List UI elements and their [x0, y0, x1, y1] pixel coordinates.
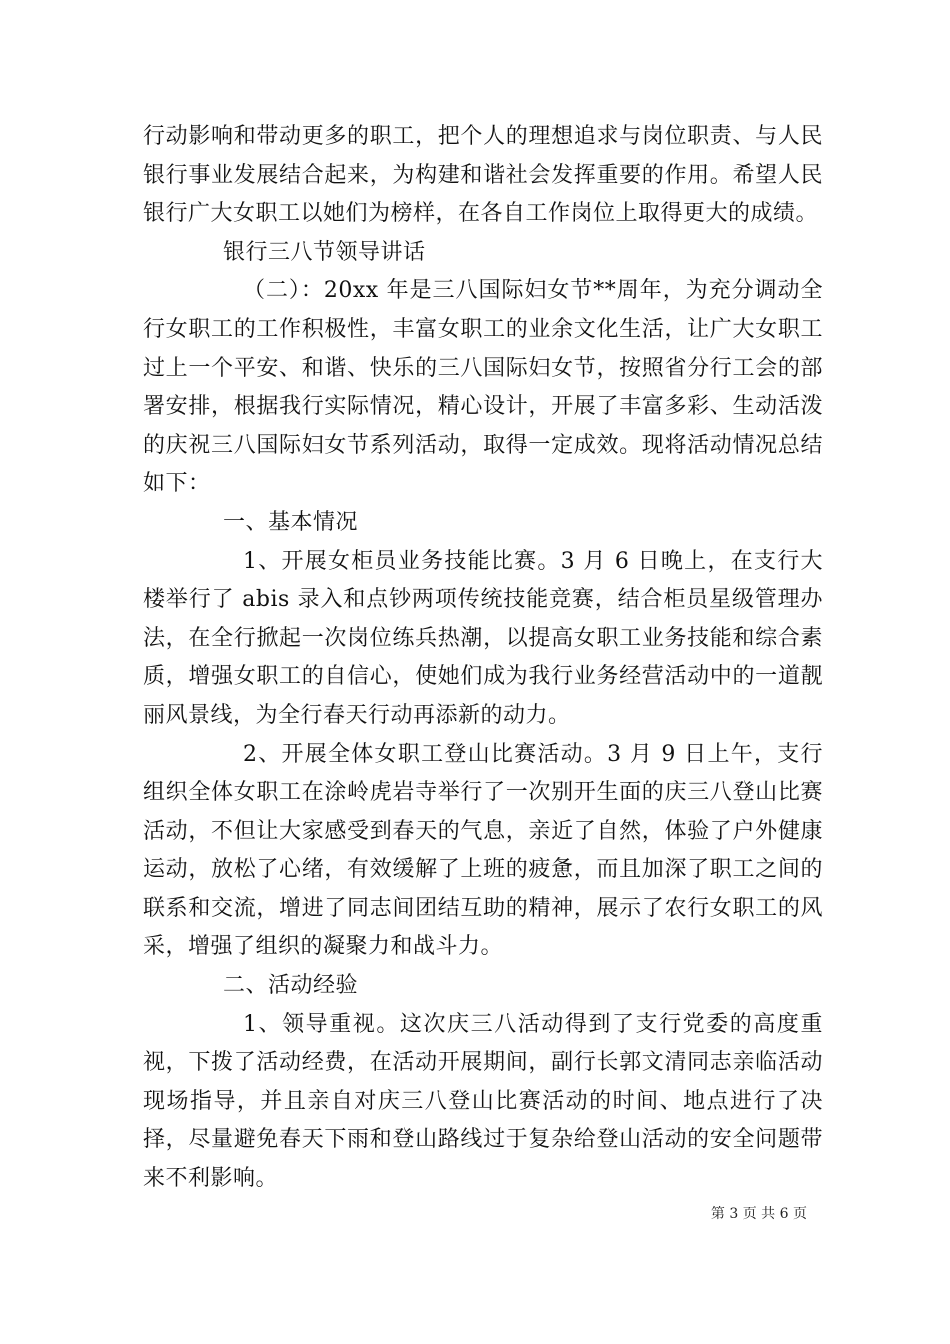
paragraph-item-1: 1、开展女柜员业务技能比赛。3 月 6 日晚上，在支行大楼举行了 abis 录入和点钞两项传统技能竞赛，结合柜员星级管理办法，在全行掀起一次岗位练兵热潮，以提高女职工业务技能和综合素质，增强女职工的自信心，使她们成为我行业务经营活动中的一道靓丽风景线，为全行春天行动再添新的动力。 — [143, 548, 823, 728]
page-number-footer: 第 3 页 共 6 页 — [710, 1206, 807, 1222]
document-body — [143, 118, 823, 1199]
paragraph-item-2: 2、开展全体女职工登山比赛活动。3 月 9 日上午，支行组织全体女职工在涂岭虎岩寺举行了一次别开生面的庆三八登山比赛活动，不但让大家感受到春天的气息，亲近了自然，体验了户外健康运动，放松了心绪，有效缓解了上班的疲惫，而且加深了职工之间的联系和交流，增进了同志间团结互助的精神，展示了农行女职工的风采，增强了组织的凝聚力和战斗力。 — [143, 741, 823, 960]
paragraph-intro: （二）：20xx 年是三八国际妇女节**周年，为充分调动全行女职工的工作积极性，丰富女职工的业余文化生活，让广大女职工过上一个平安、和谐、快乐的三八国际妇女节，按照省分行工会的部署安排，根据我行实际情况，精心设计，开展了丰富多彩、生动活泼的庆祝三八国际妇女节系列活动，取得一定成效。现将活动情况总结如下： — [143, 278, 823, 497]
paragraph-experience-1: 1、领导重视。这次庆三八活动得到了支行党委的高度重视，下拨了活动经费，在活动开展期间，副行长郭文清同志亲临活动现场指导，并且亲自对庆三八登山比赛活动的时间、地点进行了决择，尽量避免春天下雨和登山路线过于复杂给登山活动的安全问题带来不利影响。 — [143, 1011, 823, 1192]
heading-activity-experience: 二、活动经验 — [223, 973, 359, 999]
paragraph-continuation: 行动影响和带动更多的职工，把个人的理想追求与岗位职责、与人民银行事业发展结合起来，为构建和谐社会发挥重要的作用。希望人民银行广大女职工以她们为榜样，在各自工作岗位上取得更大的成绩。 — [143, 124, 823, 227]
section-title: 银行三八节领导讲话 — [223, 239, 426, 265]
heading-basic-situation: 一、基本情况 — [223, 509, 359, 535]
